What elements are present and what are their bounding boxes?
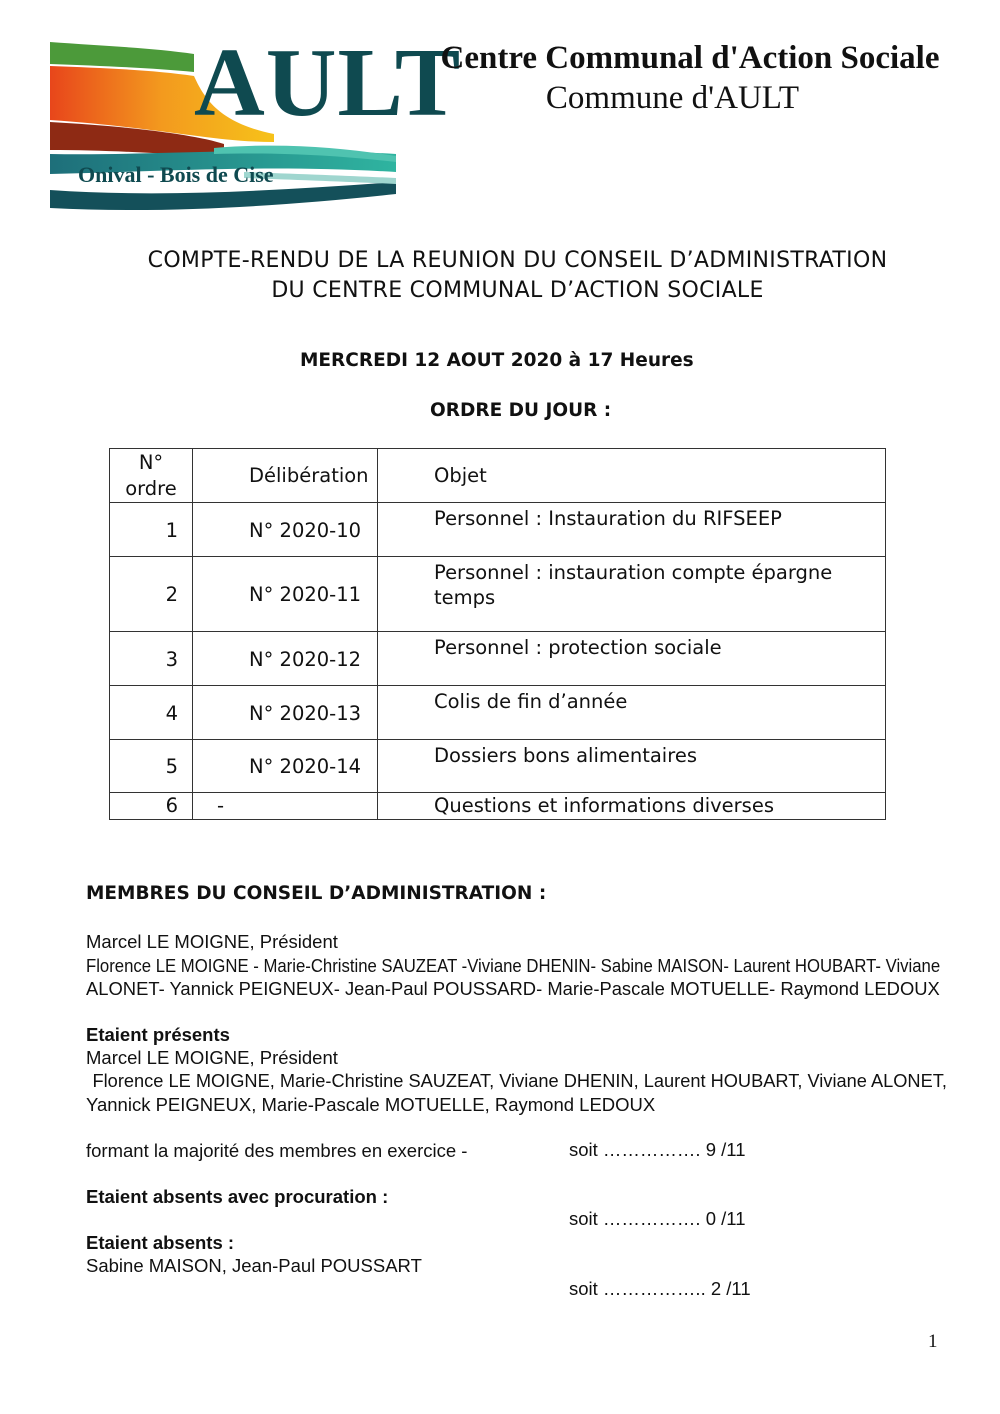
agenda-row [110, 557, 886, 632]
row-object: Personnel : Instauration du RIFSEEP [378, 503, 886, 557]
agenda-row [110, 740, 886, 793]
present-president: Marcel LE MOIGNE, Président [86, 1047, 338, 1068]
members-heading: MEMBRES DU CONSEIL D’ADMINISTRATION : [86, 883, 547, 904]
agenda-title: ORDRE DU JOUR : [430, 400, 612, 421]
row-deliberation: N° 2020-10 [193, 503, 378, 557]
header-order [110, 449, 193, 503]
agenda-row [110, 632, 886, 686]
proxy-count: soit ……………. 0 /11 [569, 1208, 746, 1229]
row-object: Personnel : protection sociale [378, 632, 886, 686]
row-order: 4 [110, 686, 193, 740]
report-title-line-1: COMPTE-RENDU DE LA REUNION DU CONSEIL D’ADMINISTRATION [147, 248, 888, 273]
row-object: Colis de fin d’année [378, 686, 886, 740]
report-title-line-2: DU CENTRE COMMUNAL D’ACTION SOCIALE [271, 278, 764, 303]
proxy-heading: Etaient absents avec procuration : [86, 1186, 389, 1207]
row-object: Questions et informations diverses [378, 793, 886, 820]
row-deliberation: - [193, 793, 378, 820]
page-number: 1 [928, 1331, 938, 1352]
agenda-header-row [110, 449, 886, 503]
absent-count: soit …………….. 2 /11 [569, 1278, 751, 1299]
row-object: Personnel : instauration compte épargne temps [378, 557, 886, 632]
row-deliberation: N° 2020-13 [193, 686, 378, 740]
row-order: 5 [110, 740, 193, 793]
present-line-2: Florence LE MOIGNE, Marie-Christine SAUZEAT, Viviane DHENIN, Laurent HOUBART, Viviane ALONET, [92, 1070, 947, 1091]
agenda-table [109, 448, 886, 820]
commune-name: Commune d'AULT [545, 80, 800, 116]
members-line-3: ALONET- Yannick PEIGNEUX- Jean-Paul POUSSARD- Marie-Pascale MOTUELLE- Raymond LEDOUX [86, 978, 940, 999]
absent-heading: Etaient absents : [86, 1232, 235, 1253]
row-object: Dossiers bons alimentaires [378, 740, 886, 793]
present-count: soit ……………. 9 /11 [569, 1139, 746, 1160]
header-deliberation: Délibération [193, 449, 378, 503]
members-president: Marcel LE MOIGNE, Président [86, 931, 338, 952]
row-order: 2 [110, 557, 193, 632]
header-order-line-2: ordre [125, 476, 177, 500]
logo-wordmark: AULT [194, 29, 462, 137]
row-order: 6 [110, 793, 193, 820]
members-line-2: Florence LE MOIGNE - Marie-Christine SAUZEAT -Viviane DHENIN- Sabine MAISON- Laurent HOUBART- Viviane [86, 955, 941, 976]
agenda-row [110, 793, 886, 820]
meeting-date: MERCREDI 12 AOUT 2020 à 17 Heures [300, 350, 694, 371]
row-deliberation: N° 2020-12 [193, 632, 378, 686]
present-heading: Etaient présents [86, 1024, 230, 1045]
row-deliberation: N° 2020-14 [193, 740, 378, 793]
row-deliberation: N° 2020-11 [193, 557, 378, 632]
header-object: Objet [378, 449, 886, 503]
header-order-line-1: N° [138, 450, 164, 474]
organization-title: Centre Communal d'Action Sociale [440, 40, 940, 76]
row-order: 1 [110, 503, 193, 557]
logo-subtitle: Onival - Bois de Cise [78, 162, 274, 187]
row-order: 3 [110, 632, 193, 686]
absent-names: Sabine MAISON, Jean-Paul POUSSART [86, 1255, 422, 1276]
present-line-3: Yannick PEIGNEUX, Marie-Pascale MOTUELLE, Raymond LEDOUX [86, 1094, 656, 1115]
agenda-row [110, 503, 886, 557]
majority-text: formant la majorité des membres en exercice - [86, 1140, 468, 1161]
agenda-row [110, 686, 886, 740]
ault-logo [44, 29, 462, 220]
